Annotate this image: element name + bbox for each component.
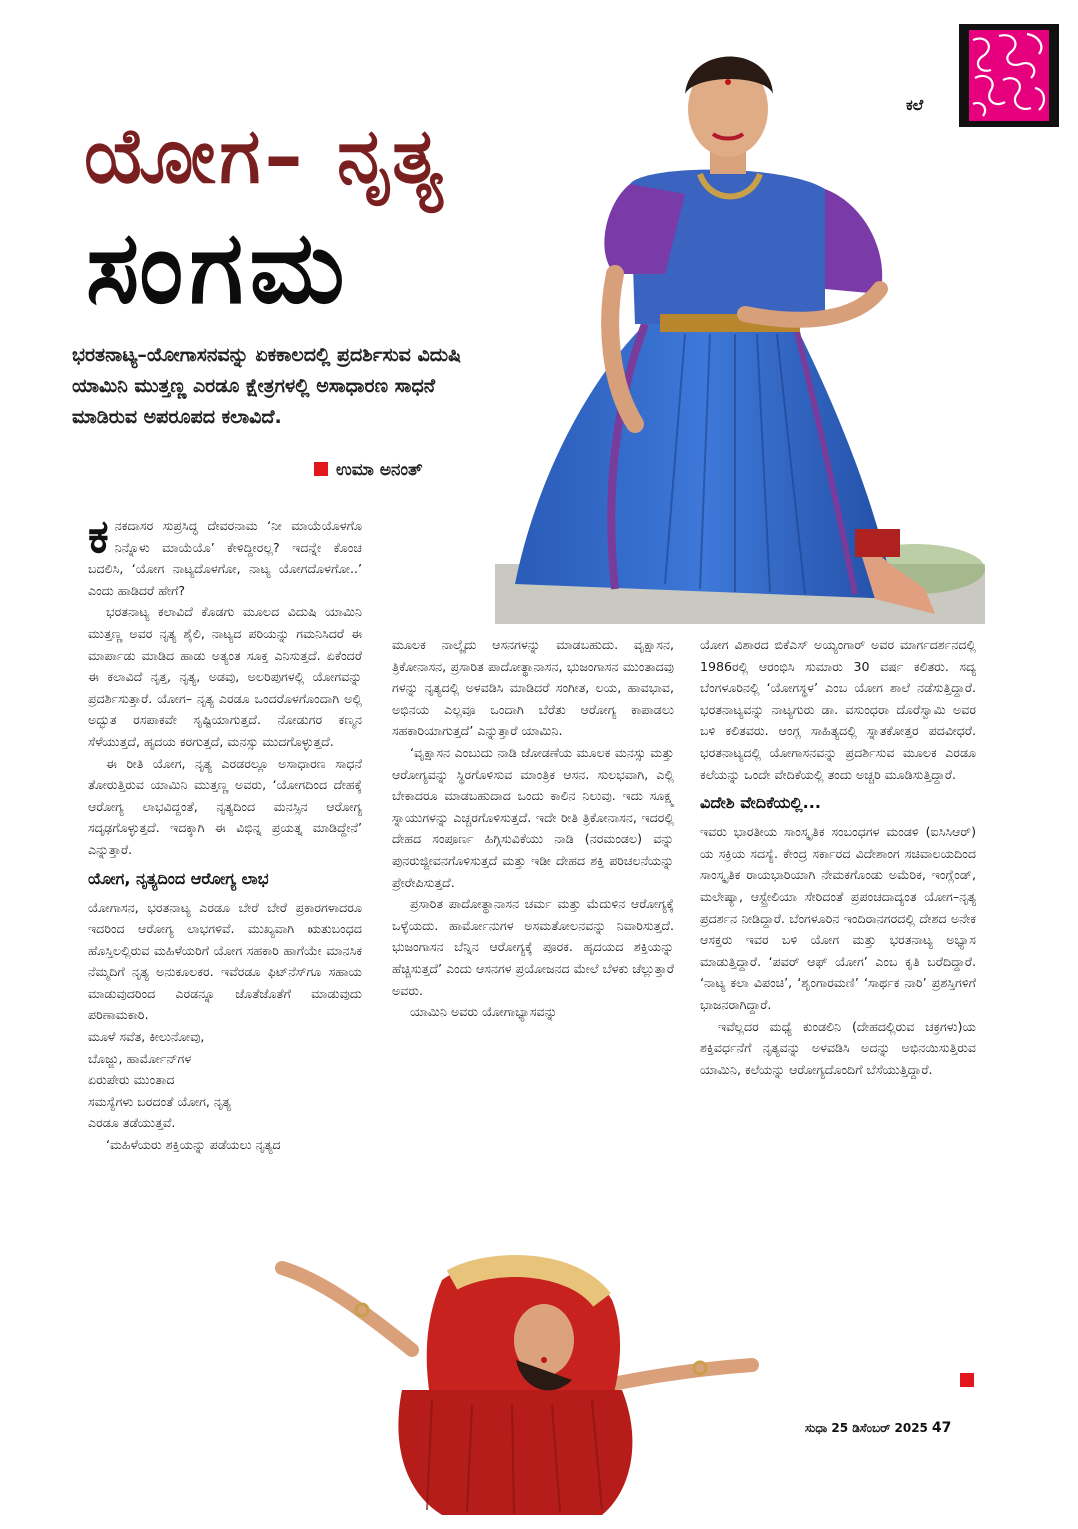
text-line: ಮೂಳೆ ಸವೆತ, ಕೀಲುನೋವು, <box>88 1029 205 1045</box>
page-number: 47 <box>931 1420 952 1436</box>
paragraph: ‘ಮಹಿಳೆಯರು ಶಕ್ತಿಯನ್ನು ಪಡೆಯಲು ನೃತ್ಯದ <box>106 1137 281 1153</box>
wrapped-lines <box>88 1026 276 1091</box>
subheading: ವಿದೇಶಿ ವೇದಿಕೆಯಲ್ಲಿ... <box>700 793 821 813</box>
subheading: ಯೋಗ, ನೃತ್ಯದಿಂದ ಆರೋಗ್ಯ ಲಾಭ <box>88 868 269 888</box>
page-folio <box>805 1420 951 1436</box>
paragraph: ‘ವೃಕ್ಷಾಸನ ಎಂಬುದು ನಾಡಿ ಜೋಡಣೆಯ ಮೂಲಕ ಮನಸ್ಸು ಮತ್ತು ಆರೋಗ್ಯವನ್ನು ಸ್ಥಿರಗೊಳಿಸುವ ಮಾಂತ್ರಿಕ ಆಸನ. ಸುಲಭವಾಗಿ, ಎಲ್ಲಿ ಬೇಕಾದರೂ ಮಾಡಬಹುದಾದ ಒಂದು ಕಾಲಿನ ನಿಲುವು. ಇದು ಸೂಕ್ಷ್ಮ ಸ್ನಾಯುಗಳನ್ನು ಎಚ್ಚರಗೊಳಿಸುತ್ತದೆ. ಇದೇ ರೀತಿ ತ್ರಿಕೋನಾಸನ, ಇದರಲ್ಲಿ ದೇಹದ ಸಂಪೂರ್ಣ ಹಿಗ್ಗಿಸುವಿಕೆಯು ನಾಡಿ (ನರಮಂಡಲ) ವನ್ನು ಪುನರುಜ್ಜೀವನಗೊಳಿಸುತ್ತದೆ ಮತ್ತು ಇಡೀ ದೇಹದ ಶಕ್ತಿ ಪರಿಚಲನೆಯನ್ನು ಪ್ರೇರೇಪಿಸುತ್ತದೆ. <box>392 744 674 890</box>
drop-cap: ಕ <box>88 509 109 563</box>
article-column-3 <box>700 634 976 1080</box>
article-column-2 <box>392 634 674 1023</box>
text-line: ಬೊಜ್ಜು, ಹಾರ್ಮೋನ್‌ಗಳ <box>88 1050 192 1066</box>
paragraph: ಪ್ರಸಾರಿತ ಪಾದೋತ್ಥಾನಾಸನ ಚರ್ಮ ಮತ್ತು ಮೆದುಳಿನ ಆರೋಗ್ಯಕ್ಕೆ ಒಳ್ಳೆಯದು. ಹಾರ್ಮೋನುಗಳ ಅಸಮತೋಲನವನ್ನು ನಿವಾರಿಸುತ್ತದೆ. ಭುಜಂಗಾಸನ ಬೆನ್ನಿನ ಆರೋಗ್ಯಕ್ಕೆ ಪೂರಕ. ಹೃದಯದ ಶಕ್ತಿಯನ್ನು ಹೆಚ್ಚಿಸುತ್ತದೆ’ ಎಂದು ಆಸನಗಳ ಪ್ರಯೋಜನದ ಮೇಲೆ ಬೆಳಕು ಚೆಲ್ಲುತ್ತಾರೆ ಅವರು. <box>392 896 674 998</box>
standfirst: ಭರತನಾಟ್ಯ–ಯೋಗಾಸನವನ್ನು ಏಕಕಾಲದಲ್ಲಿ ಪ್ರದರ್ಶಿಸುವ ವಿದುಷಿ ಯಾಮಿನಿ ಮುತ್ತಣ್ಣ ಎರಡೂ ಕ್ಷೇತ್ರಗಳಲ್ಲಿ ಅಸಾಧಾರಣ ಸಾಧನೆ ಮಾಡಿರುವ ಅಪರೂಪದ ಕಲಾವಿದೆ. <box>72 344 461 428</box>
dancer-photo <box>495 24 985 624</box>
paragraph: ಇವೆಲ್ಲದರ ಮಧ್ಯೆ ಕುಂಡಲಿನಿ (ದೇಹದಲ್ಲಿರುವ ಚಕ್ರಗಳು)ಯ ಶಕ್ತಿವರ್ಧನೆಗೆ ನೃತ್ಯವನ್ನು ಅಳವಡಿಸಿ ಅದನ್ನು ಅಭಿನಯಿಸುತ್ತಿರುವ ಯಾಮಿನಿ, ಕಲೆಯನ್ನು ಆರೋಗ್ಯದೊಂದಿಗೆ ಬೆಸೆಯುತ್ತಿದ್ದಾರೆ. <box>700 1018 976 1077</box>
text-line: ಏರುಪೇರು ಮುಂತಾದ <box>88 1072 175 1088</box>
article-column-1 <box>88 509 362 1156</box>
paragraph: ಯೋಗಾಸನ, ಭರತನಾಟ್ಯ ಎರಡೂ ಬೇರೆ ಬೇರೆ ಪ್ರಕಾರಗಳಾದರೂ ಇದರಿಂದ ಆರೋಗ್ಯ ಲಾಭಗಳಿವೆ. ಮುಖ್ಯವಾಗಿ ಋತುಬಂಧದ ಹೊಸ್ತಿಲಲ್ಲಿರುವ ಮಹಿಳೆಯರಿಗೆ ಯೋಗ ಸಹಕಾರಿ ಹಾಗೆಯೇ ಮಾನಸಿಕ ನೆಮ್ಮದಿಗೆ ನೃತ್ಯ ಅನುಕೂಲಕರ. ಇವೆರಡೂ ಫಿಟ್‌ನೆಸ್‌ಗೂ ಸಹಾಯ ಮಾಡುವುದರಿಂದ ಎರಡನ್ನೂ ಜೊತೆಜೊತೆಗೆ ಮಾಡುವುದು ಪರಿಣಾಮಕಾರಿ. <box>88 899 362 1023</box>
end-mark-square <box>960 1373 974 1387</box>
section-label: ಕಲೆ <box>906 96 924 114</box>
headline-line-1: ಯೋಗ– ನೃತ್ಯ <box>84 111 447 200</box>
paragraph: ಈ ರೀತಿ ಯೋಗ, ನೃತ್ಯ ಎರಡರಲ್ಲೂ ಅಸಾಧಾರಣ ಸಾಧನೆ ತೋರುತ್ತಿರುವ ಯಾಮಿನಿ ಮುತ್ತಣ್ಣ ಅವರು, ‘ಯೋಗದಿಂದ ದೇಹಕ್ಕೆ ಆರೋಗ್ಯ ಲಾಭವಿದ್ದಂತೆ, ನೃತ್ಯದಿಂದ ಮನಸ್ಸಿನ ಆರೋಗ್ಯ ಸದೃಢಗೊಳ್ಳುತ್ತದೆ. ಇದಕ್ಕಾಗಿ ಈ ವಿಭಿನ್ನ ಪ್ರಯತ್ನ ಮಾಡಿದ್ದೇನೆ’ ಎನ್ನುತ್ತಾರೆ. <box>88 755 362 857</box>
paragraph: ಭರತನಾಟ್ಯ ಕಲಾವಿದೆ ಕೊಡಗು ಮೂಲದ ವಿದುಷಿ ಯಾಮಿನಿ ಮುತ್ತಣ್ಣ ಅವರ ನೃತ್ಯ ಶೈಲಿ, ನಾಟ್ಯದ ಪರಿಯನ್ನು ಗಮನಿಸಿದರೆ ಈ ಮಾರ್ಪಾಡು ಮಾಡಿದ ಹಾಡು ಅತ್ಯಂತ ಸೂಕ್ತ ಎನಿಸುತ್ತದೆ. ಏಕೆಂದರೆ ಈ ಕಲಾವಿದೆ ನೃತ್ತ, ನೃತ್ಯ, ಅಡವು, ಅಲರಿಪುಗಳಲ್ಲಿ ಯೋಗವನ್ನು ಪ್ರದರ್ಶಿಸುತ್ತಾರೆ. ಯೋಗ– ನೃತ್ಯ ಎರಡೂ ಒಂದರೊಳಗೊಂದಾಗಿ ಅಲ್ಲಿ ಅದ್ಭುತ ರಸಪಾಕವೇ ಸೃಷ್ಟಿಯಾಗುತ್ತದೆ. ನೋಡುಗರ ಕಣ್ಮನ ಸೆಳೆಯುತ್ತದೆ, ಹೃದಯ ಕರಗುತ್ತದೆ, ಮನಸ್ಸು ಮುದಗೊಳ್ಳುತ್ತದೆ. <box>88 604 362 749</box>
dancer-backbend-photo <box>252 1240 782 1525</box>
paragraph: ಮೂಲಕ ನಾಲ್ಕೈದು ಆಸನಗಳನ್ನು ಮಾಡಬಹುದು. ವೃಕ್ಷಾಸನ, ತ್ರಿಕೋನಾಸನ, ಪ್ರಸಾರಿತ ಪಾದೋತ್ಥಾನಾಸನ, ಭುಜಂಗಾಸನ ಮುಂತಾದವು ಗಳನ್ನು ನೃತ್ಯದಲ್ಲಿ ಅಳವಡಿಸಿ ಮಾಡಿದರೆ ಸಂಗೀತ, ಲಯ, ಹಾವಭಾವ, ಅಭಿನಯ ಎಲ್ಲವೂ ಒಂದಾಗಿ ಬೆರೆತು ಆರೋಗ್ಯ ಕಾಪಾಡಲು ಸಹಕಾರಿಯಾಗುತ್ತದೆ’ ಎನ್ನುತ್ತಾರೆ ಯಾಮಿನಿ. <box>392 637 674 739</box>
paragraph <box>88 509 362 601</box>
paragraph: ಯೋಗ ವಿಶಾರದ ಬಿಕೆಎಸ್ ಅಯ್ಯಂಗಾರ್ ಅವರ ಮಾರ್ಗದರ್ಶನದಲ್ಲಿ 1986ರಲ್ಲಿ ಆರಂಭಿಸಿ ಸುಮಾರು 30 ವರ್ಷ ಕಲಿತರು. ಸದ್ಯ ಬೆಂಗಳೂರಿನಲ್ಲಿ ‘ಯೋಗಸ್ಥಳ’ ಎಂಬ ಯೋಗ ಶಾಲೆ ನಡೆಸುತ್ತಿದ್ದಾರೆ. ಭರತನಾಟ್ಯವನ್ನು ನಾಟ್ಯಗುರು ಡಾ. ವಸುಂಧರಾ ದೊರೆಸ್ವಾಮಿ ಅವರ ಬಳಿ ಕಲಿತವರು. ಆಂಗ್ಲ ಸಾಹಿತ್ಯದಲ್ಲಿ ಸ್ನಾತಕೋತ್ತರ ಪದವೀಧರೆ. ಭರತನಾಟ್ಯದಲ್ಲಿ ಯೋಗಾಸನವನ್ನು ಪ್ರದರ್ಶಿಸುವ ಮೂಲಕ ಎರಡೂ ಕಲೆಯನ್ನು ಒಂದೇ ವೇದಿಕೆಯಲ್ಲಿ ತಂದು ಅಚ್ಚರಿ ಮೂಡಿಸುತ್ತಿದ್ದಾರೆ. <box>700 637 976 782</box>
folio-text: ಸುಧಾ 25 ಡಿಸೆಂಬರ್ 2025 <box>805 1421 928 1435</box>
paragraph: ಇವರು ಭಾರತೀಯ ಸಾಂಸ್ಕೃತಿಕ ಸಂಬಂಧಗಳ ಮಂಡಳಿ (ಐಸಿಸಿಆರ್) ಯ ಸಕ್ರಿಯ ಸದಸ್ಯೆ. ಕೇಂದ್ರ ಸರ್ಕಾರದ ವಿದೇಶಾಂಗ ಸಚಿವಾಲಯದಿಂದ ಸಾಂಸ್ಕೃತಿಕ ರಾಯಭಾರಿಯಾಗಿ ನೇಮಕಗೊಂಡು ಅಮೆರಿಕ, ಇಂಗ್ಲೆಂಡ್, ಮಲೇಷ್ಯಾ, ಆಸ್ಟ್ರೇಲಿಯಾ ಸೇರಿದಂತೆ ಪ್ರಪಂಚದಾದ್ಯಂತ ಯೋಗ–ನೃತ್ಯ ಪ್ರದರ್ಶನ ನೀಡಿದ್ದಾರೆ. ಬೆಂಗಳೂರಿನ ಇಂದಿರಾನಗರದಲ್ಲಿ ದೇಶದ ಅನೇಕ ಆಸಕ್ತರು ಇವರ ಬಳಿ ಯೋಗ ಮತ್ತು ಭರತನಾಟ್ಯ ಅಭ್ಯಾಸ ಮಾಡುತ್ತಿದ್ದಾರೆ. ‘ಪವರ್ ಆಫ್ ಯೋಗ’ ಎಂಬ ಕೃತಿ ಬರೆದಿದ್ದಾರೆ. ‘ನಾಟ್ಯ ಕಲಾ ವಿಪಂಚಿ’, ‘ಶೃಂಗಾರಮಣಿ’ ‘ಸಾರ್ಥಕ ನಾರಿ’ ಪ್ರಶಸ್ತಿಗಳಿಗೆ ಭಾಜನರಾಗಿದ್ದಾರೆ. <box>700 824 976 1012</box>
text-line: ಸಮಸ್ಯೆಗಳು ಬರದಂತೆ ಯೋಗ, ನೃತ್ಯ <box>88 1093 231 1109</box>
headline-line-2: ಸಂಗಮ <box>86 209 351 326</box>
paragraph: ಯಾಮಿನಿ ಅವರು ಯೋಗಾಭ್ಯಾಸವನ್ನು <box>410 1004 558 1020</box>
author-name: ಉಮಾ ಅನಂತ್ <box>336 460 423 480</box>
byline <box>314 460 423 480</box>
paragraph-text: ನಕದಾಸರ ಸುಪ್ರಸಿದ್ಧ ದೇವರನಾಮ ‘ನೀ ಮಾಯೆಯೊಳಗೊ ನಿನ್ನೊಳು ಮಾಯೆಯೊ’ ಕೇಳಿದ್ದೀರಲ್ಲ? ಇದನ್ನೇ ಕೊಂಚ ಬದಲಿಸಿ, ‘ಯೋಗ ನಾಟ್ಯದೊಳಗೋ, ನಾಟ್ಯ ಯೋಗದೊಳಗೋ..’ ಎಂದು ಹಾಡಿದರೆ ಹೇಗೆ? <box>88 518 362 598</box>
bullet-square-icon <box>314 462 328 476</box>
text-line: ಎರಡೂ ತಡೆಯುತ್ತವೆ. <box>88 1115 176 1131</box>
